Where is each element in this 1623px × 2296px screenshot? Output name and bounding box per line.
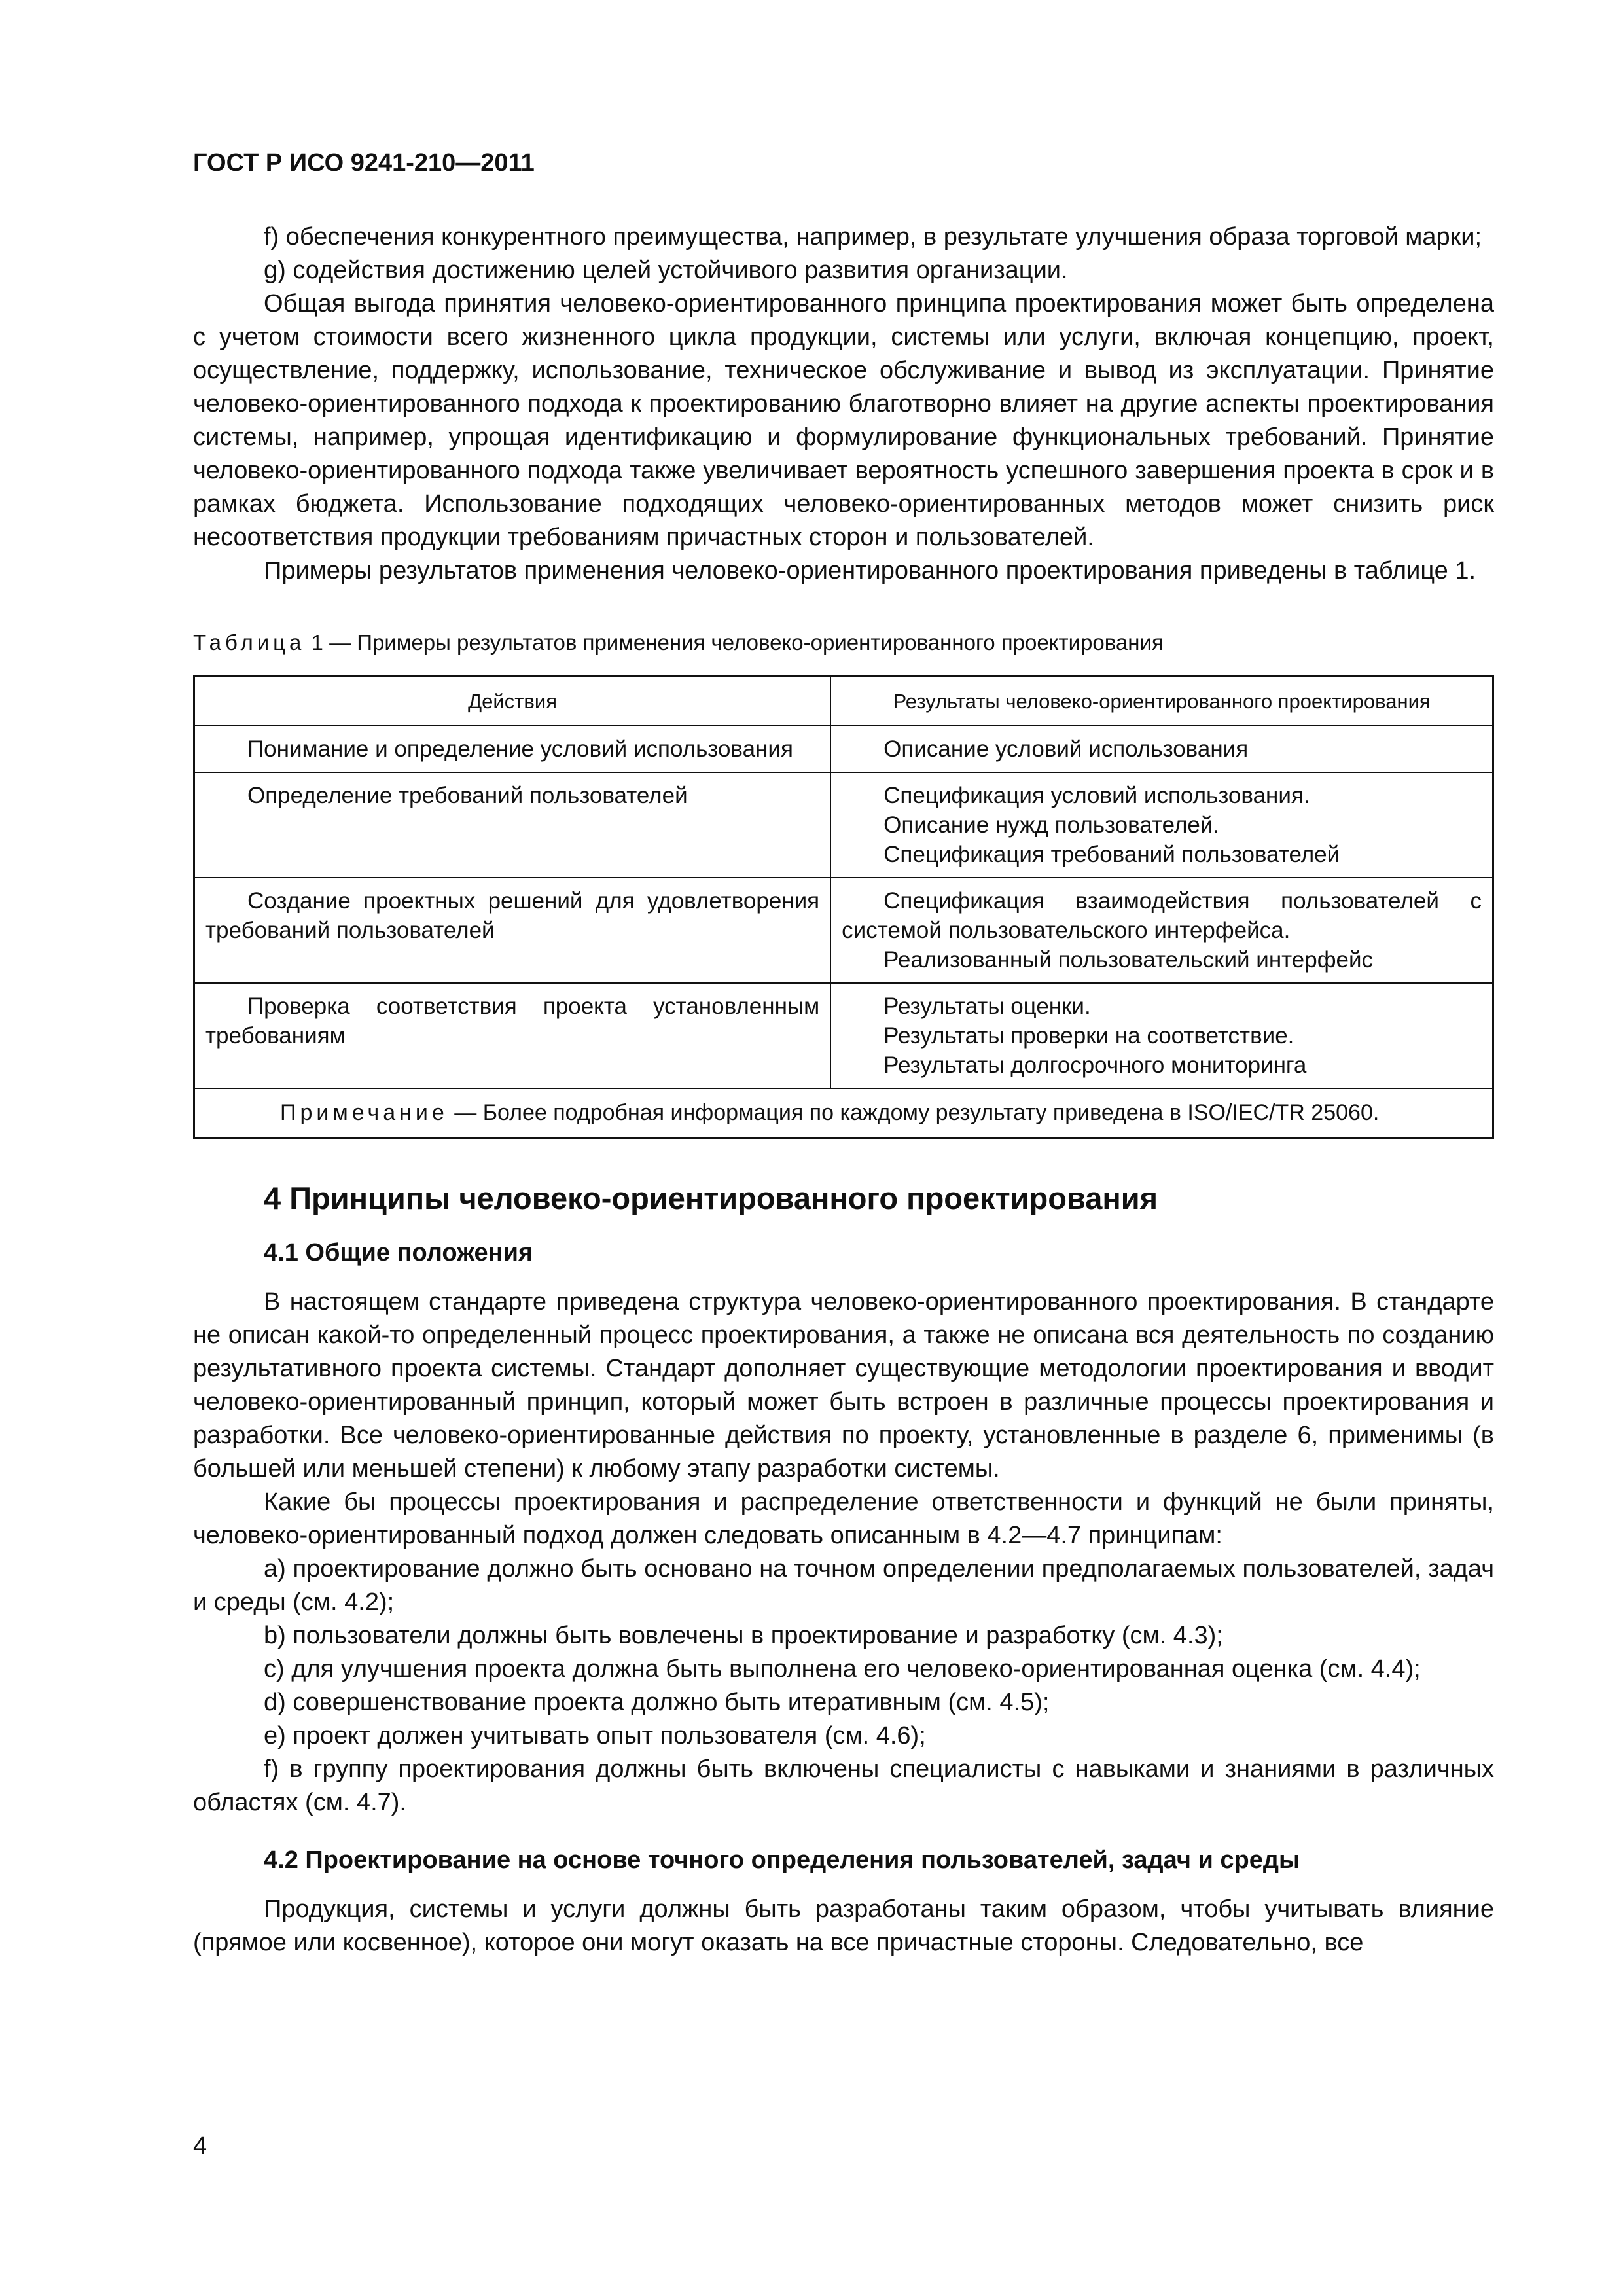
table-caption-prefix: Таблица — [193, 630, 306, 655]
table-note-text: — Более подробная информация по каждому результату приведена в ISO/IEC/TR 25060. — [448, 1100, 1380, 1125]
table-cell-results — [830, 726, 1493, 772]
table-cell-action: Проверка соответствия проекта установленным требованиям — [194, 983, 831, 1088]
paragraph-item-g: g) содействия достижению целей устойчивого развития организации. — [264, 257, 1068, 284]
table-header-results: Результаты человеко-ориентированного проектирования — [830, 677, 1493, 726]
table-row — [194, 983, 1493, 1088]
paragraph-stakeholders: Продукция, системы и услуги должны быть разработаны таким образом, чтобы учитывать влияние (прямое или косвенное), которое они могут оказать на все причастные стороны. Следовательно, все — [193, 1895, 1494, 1956]
paragraph-framework: В настоящем стандарте приведена структура человеко-ориентированного проектирования. В стандарте не описан какой-то определенный процесс проектирования, а также не описана вся деятельность по созданию результативного проекта системы. Стандарт дополняет существующие методологии проектирования и вводит человеко-ориентированный принцип, который может быть встроен в различные процессы проектирования и разработки. Все человеко-ориентированные действия по проекту, установленные в разделе 6, применимы (в большей или меньшей степени) к любому этапу разработки системы. — [193, 1288, 1494, 1482]
table-row — [194, 726, 1493, 772]
table-cell-action: Определение требований пользователей — [194, 772, 831, 878]
table-note — [194, 1088, 1493, 1138]
page-number: 4 — [193, 2132, 207, 2160]
paragraph-principles-intro: Какие бы процессы проектирования и распределение ответственности и функций не были приняты, человеко-ориентированный подход должен следовать описанным в 4.2—4.7 принципам: — [193, 1488, 1494, 1549]
result-line: Спецификация условий использования. — [883, 783, 1310, 808]
table-cell-results — [830, 772, 1493, 878]
result-line: Описание условий использования — [883, 736, 1249, 762]
results-table — [193, 675, 1494, 1139]
result-line: Результаты проверки на соответствие. — [883, 1023, 1294, 1049]
paragraph-item-f: f) обеспечения конкурентного преимущества, например, в результате улучшения образа торговой марки; — [264, 223, 1482, 251]
result-line: Результаты оценки. — [883, 994, 1091, 1019]
list-item-d: d) совершенствование проекта должно быть итеративным (см. 4.5); — [264, 1689, 1050, 1716]
table-cell-action: Понимание и определение условий использования — [194, 726, 831, 772]
table-note-row — [194, 1088, 1493, 1138]
result-line: Реализованный пользовательский интерфейс — [883, 947, 1374, 973]
list-item-b: b) пользователи должны быть вовлечены в проектирование и разработку (см. 4.3); — [264, 1622, 1223, 1649]
table-header-actions: Действия — [194, 677, 831, 726]
list-item-e: e) проект должен учитывать опыт пользователя (см. 4.6); — [264, 1722, 926, 1749]
result-line: Спецификация взаимодействия пользователей с системой пользовательского интерфейса. — [842, 888, 1482, 943]
paragraph-table-reference: Примеры результатов применения человеко-ориентированного проектирования приведены в таблице 1. — [264, 557, 1476, 584]
table-cell-results — [830, 983, 1493, 1088]
list-item-c: c) для улучшения проекта должна быть выполнена его человеко-ориентированная оценка (см. 4.4); — [264, 1655, 1421, 1683]
table-caption — [193, 628, 1494, 657]
paragraph-benefits: Общая выгода принятия человеко-ориентированного принципа проектирования может быть определена с учетом стоимости всего жизненного цикла продукции, системы или услуги, включая концепцию, проект, осуществление, поддержку, использование, техническое обслуживание и вывод из эксплуатации. Принятие человеко-ориентированного подхода к проектированию благотворно влияет на другие аспекты проектирования системы, например, упрощая идентификацию и формулирование функциональных требований. Принятие человеко-ориентированного подхода также увеличивает вероятность успешного завершения проекта в срок и в рамках бюджета. Использование подходящих человеко-ориентированных методов может снизить риск несоответствия продукции требованиям причастных сторон и пользователей. — [193, 290, 1494, 551]
table-cell-action: Создание проектных решений для удовлетворения требований пользователей — [194, 878, 831, 983]
document-page — [193, 147, 1494, 1960]
list-item-a: a) проектирование должно быть основано на точном определении предполагаемых пользователей, задач и среды (см. 4.2); — [193, 1555, 1494, 1616]
table-header-row — [194, 677, 1493, 726]
section-4-title: 4 Принципы человеко-ориентированного проектирования — [264, 1181, 1158, 1215]
result-line: Описание нужд пользователей. — [883, 812, 1220, 838]
table-cell-results — [830, 878, 1493, 983]
list-item-f: f) в группу проектирования должны быть включены специалисты с навыками и знаниями в различных областях (см. 4.7). — [193, 1755, 1494, 1816]
result-line: Спецификация требований пользователей — [883, 842, 1340, 867]
subsection-4-2-title: 4.2 Проектирование на основе точного определения пользователей, задач и среды — [264, 1846, 1300, 1874]
document-code-header: ГОСТ Р ИСО 9241-210—2011 — [193, 149, 535, 177]
subsection-4-1-title: 4.1 Общие положения — [264, 1239, 533, 1266]
table-row — [194, 772, 1493, 878]
table-row — [194, 878, 1493, 983]
table-caption-text: 1 — Примеры результатов применения человеко-ориентированного проектирования — [305, 630, 1164, 655]
result-line: Результаты долгосрочного мониторинга — [883, 1052, 1307, 1078]
table-note-prefix: Примечание — [280, 1100, 448, 1125]
